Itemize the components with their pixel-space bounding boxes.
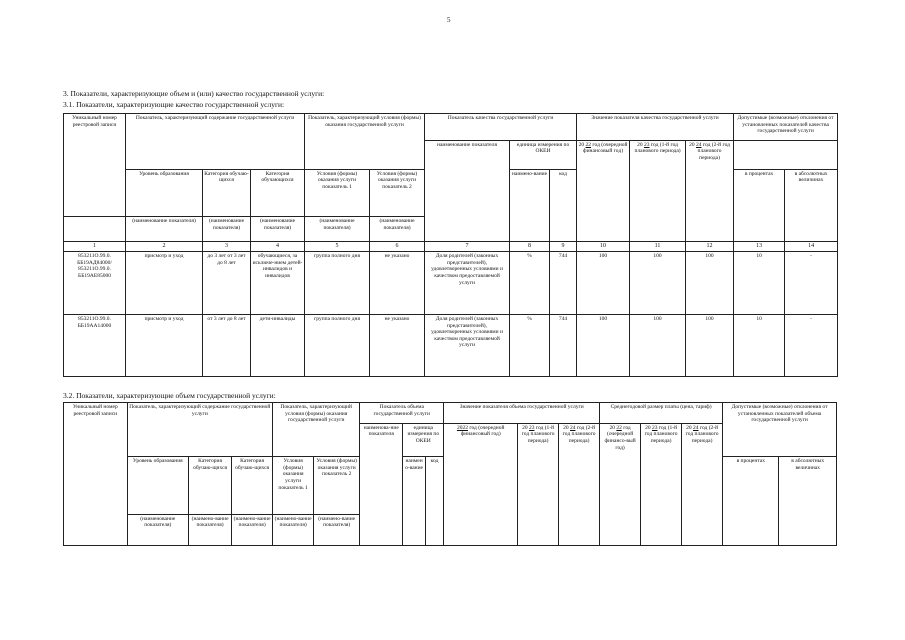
subheader-absolute: в абсолютных величинах bbox=[779, 457, 837, 546]
col-number: 8 bbox=[510, 241, 550, 251]
placeholder-name: (наименование показателя) bbox=[251, 217, 305, 242]
subheader-student-category: Категория обучающихся bbox=[251, 169, 305, 216]
cell-condition-1: группа полного дня bbox=[305, 315, 370, 377]
section-3-1-title: 3.1. Показатели, характеризующие качество государственной услуги: bbox=[63, 100, 285, 109]
cell-level: присмотр и уход bbox=[126, 315, 203, 377]
subheader-unit-name: наимено-вание bbox=[510, 169, 550, 241]
placeholder-name: (наимено-вание показателя) bbox=[314, 514, 360, 545]
spacer bbox=[305, 140, 425, 169]
header-year-2: 20 23 год (1-й год планового периода) bbox=[630, 140, 686, 241]
header-value-year-2: 20 23 год (1-й год планового периода) bbox=[518, 423, 559, 545]
cell-condition-2: не указано bbox=[370, 252, 425, 315]
cell-indicator: Доля родителей (законных представителей), удовлетворенных условиями и качеством предоставляемой услуги bbox=[425, 252, 510, 315]
placeholder-name: (наименование показателя) bbox=[370, 217, 425, 242]
cell-category: обучающиеся, за исключе-нием детей-инвалидов и инвалидов bbox=[251, 252, 305, 315]
section-3-title: 3. Показатели, характеризующие объем и (или) качество государственной услуги: bbox=[63, 89, 325, 98]
header-deviation: Допустимые (возможные) отклонения от установленных показателей объема государственной услуги bbox=[723, 403, 837, 457]
header-deviation: Допустимые (возможные) отклонения от установленных показателей качества государственной услуги bbox=[734, 114, 838, 141]
header-value-year-3: 20 24 год (2-й год планового периода) bbox=[559, 423, 600, 545]
cell-code: 744 bbox=[550, 252, 577, 315]
header-conditions: Показатель, характеризующий условия (формы) оказания государственной услуги bbox=[305, 114, 425, 141]
placeholder-name: (наимено-вание показателя) bbox=[273, 514, 314, 545]
header-regnum: Уникальный номер реестровой записи bbox=[64, 403, 128, 546]
header-price: Среднегодовой размер платы (цена, тариф) bbox=[600, 403, 723, 424]
cell-indicator: Доля родителей (законных представителей), удовлетворенных условиями и качеством предоставляемой услуги bbox=[425, 315, 510, 377]
header-year-1: 20 22 год (очередной финансовый год) bbox=[577, 140, 630, 241]
quality-indicators-table bbox=[63, 113, 838, 377]
header-year-3: 20 24 год (2-й год планового периода) bbox=[686, 140, 734, 241]
subheader-condition-2: Условия (формы) оказания услуги показатель 2 bbox=[314, 457, 360, 514]
col-number: 7 bbox=[425, 241, 510, 251]
col-number: 14 bbox=[785, 241, 838, 251]
spacer bbox=[127, 423, 273, 456]
table-row bbox=[64, 315, 838, 377]
cell-value-3: 100 bbox=[686, 315, 734, 377]
cell-regnum: 853211О.99.0. ББ19АД84000/ 853211О.99.0. ББ19АЕ85000 bbox=[64, 252, 126, 315]
col-number: 3 bbox=[203, 241, 251, 251]
header-value: Значение показателя качества государственной услуги bbox=[577, 114, 734, 141]
header-regnum: Уникальный номер реестровой записи bbox=[64, 114, 126, 217]
placeholder-name: (наимено-вание показателя) bbox=[189, 514, 232, 545]
header-price-year-3: 20 24 год (2-й год планового периода) bbox=[682, 423, 723, 545]
cell-value-3: 100 bbox=[686, 252, 734, 315]
subheader-absolute: в абсолютных величинах bbox=[785, 169, 838, 241]
header-content: Показатель, характеризующий содержание государственной услуги bbox=[127, 403, 273, 424]
col-number: 5 bbox=[305, 241, 370, 251]
subheader-category: Категория обучаю-щихся bbox=[189, 457, 232, 514]
col-number: 13 bbox=[734, 241, 785, 251]
placeholder-name: (наименование показателя) bbox=[305, 217, 370, 242]
col-number: 2 bbox=[126, 241, 203, 251]
subheader-percent: в процентах bbox=[734, 169, 785, 241]
cell-category: дети-инвалиды bbox=[251, 315, 305, 377]
cell-absolute: - bbox=[785, 252, 838, 315]
section-3-2-title: 3.2. Показатели, характеризующие объем государственной услуги: bbox=[63, 391, 276, 400]
regnum-spacer bbox=[64, 217, 126, 242]
spacer bbox=[126, 140, 305, 169]
cell-unit: % bbox=[510, 252, 550, 315]
header-indicator-name: наименова-ние показателя bbox=[360, 423, 403, 545]
subheader-level: Уровень образования bbox=[126, 169, 203, 216]
cell-value-2: 100 bbox=[630, 315, 686, 377]
volume-indicators-table bbox=[63, 402, 837, 546]
cell-percent: 10 bbox=[734, 252, 785, 315]
col-number: 11 bbox=[630, 241, 686, 251]
cell-absolute: - bbox=[785, 315, 838, 377]
cell-value-2: 100 bbox=[630, 252, 686, 315]
placeholder-name: (наименование показателя) bbox=[127, 514, 189, 545]
subheader-unit-code: код bbox=[425, 457, 443, 546]
col-number: 6 bbox=[370, 241, 425, 251]
page-number: 5 bbox=[447, 16, 451, 24]
spacer bbox=[734, 140, 838, 169]
header-unit: единица измерения по ОКЕИ bbox=[403, 423, 444, 456]
subheader-unit-code: код bbox=[550, 169, 577, 241]
header-indicator-name: наименование показателя bbox=[425, 140, 510, 241]
placeholder-name: (наимено-вание показателя) bbox=[232, 514, 273, 545]
cell-unit: % bbox=[510, 315, 550, 377]
col-number: 9 bbox=[550, 241, 577, 251]
subheader-condition-1: Условия (формы) оказания услуги показатель 1 bbox=[273, 457, 314, 514]
header-volume: Показатель объема государственной услуги bbox=[360, 403, 444, 424]
cell-age: до 3 лет от 3 лет до 8 лет bbox=[203, 252, 251, 315]
cell-regnum: 853211О.99.0. ББ19АА14000 bbox=[64, 315, 126, 377]
header-price-year-1: 20 22 год (очередной финансо-вый год) bbox=[600, 423, 641, 545]
subheader-condition-1: Условия (формы) оказания услуги показатель 1 bbox=[305, 169, 370, 216]
subheader-unit-name: наимено-вание bbox=[403, 457, 426, 546]
subheader-category: Категория обучаю-щихся bbox=[203, 169, 251, 216]
header-content: Показатель, характеризующий содержание государственной услуги bbox=[126, 114, 305, 141]
subheader-condition-2: Условия (формы) оказания услуги показатель 2 bbox=[370, 169, 425, 216]
header-conditions: Показатель, характеризующий условия (формы) оказания государственной услуги bbox=[273, 403, 360, 457]
col-number: 4 bbox=[251, 241, 305, 251]
cell-percent: 10 bbox=[734, 315, 785, 377]
header-value-year-1: 2022 год (очередной финансовый год) bbox=[444, 423, 518, 545]
table-row bbox=[64, 252, 838, 315]
subheader-percent: в процентах bbox=[723, 457, 779, 546]
subheader-level: Уровень образования bbox=[127, 457, 189, 514]
col-number: 12 bbox=[686, 241, 734, 251]
cell-condition-1: группа полного дня bbox=[305, 252, 370, 315]
cell-level: присмотр и уход bbox=[126, 252, 203, 315]
placeholder-name: (наименование показателя) bbox=[126, 217, 203, 242]
cell-code: 744 bbox=[550, 315, 577, 377]
header-value: Значение показателя объема государственной услуги bbox=[444, 403, 600, 424]
placeholder-name: (наименование показателя) bbox=[203, 217, 251, 242]
cell-condition-2: не указано bbox=[370, 315, 425, 377]
header-unit: единица измерения по ОКЕИ bbox=[510, 140, 577, 169]
cell-value-1: 100 bbox=[577, 315, 630, 377]
col-number: 1 bbox=[64, 241, 126, 251]
header-price-year-2: 20 23 год (1-й год планового периода) bbox=[641, 423, 682, 545]
cell-value-1: 100 bbox=[577, 252, 630, 315]
subheader-student-category: Категория обучаю-щихся bbox=[232, 457, 273, 514]
cell-age: от 3 лет до 8 лет bbox=[203, 315, 251, 377]
col-number: 10 bbox=[577, 241, 630, 251]
header-quality: Показатель качества государственной услуги bbox=[425, 114, 577, 141]
